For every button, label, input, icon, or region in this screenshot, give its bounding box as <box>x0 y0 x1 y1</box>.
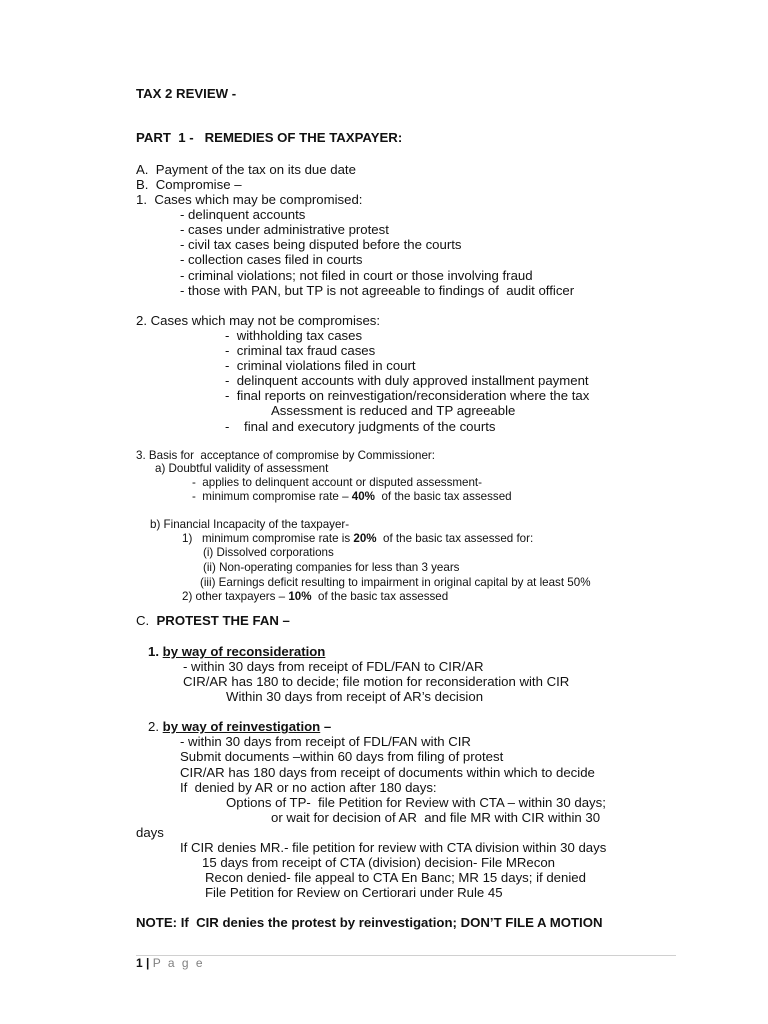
rate-value: 10% <box>288 590 312 603</box>
page-number: 1 <box>136 956 143 970</box>
recon-line: - within 30 days from receipt of FDL/FAN to CIR/AR <box>183 659 484 674</box>
footer-divider <box>136 955 676 956</box>
list-item: - civil tax cases being disputed before the courts <box>180 237 462 252</box>
recon-heading: 1. by way of reconsideration <box>148 644 326 659</box>
recon-line: Within 30 days from receipt of AR’s decision <box>226 689 484 704</box>
section3-heading: 3. Basis for acceptance of compromise by Commissioner: <box>136 449 435 462</box>
list-item: - criminal tax fraud cases <box>225 343 376 358</box>
list-item: - minimum compromise rate – 40% of the basic tax assessed <box>192 490 512 503</box>
item-a: A. Payment of the tax on its due date <box>136 162 356 177</box>
page-footer: 1 | P a g e <box>136 956 205 970</box>
list-item: 2) other taxpayers – 10% of the basic tax assessed <box>182 590 449 603</box>
list-item: - withholding tax cases <box>225 328 363 343</box>
list-item: - cases under administrative protest <box>180 222 389 237</box>
list-item: (i) Dissolved corporations <box>203 546 334 559</box>
list-item: - final and executory judgments of the courts <box>225 419 496 434</box>
list-item: - delinquent accounts with duly approved installment payment <box>225 373 589 388</box>
basis-a-heading: a) Doubtful validity of assessment <box>155 462 329 475</box>
section1-heading: 1. Cases which may be compromised: <box>136 192 363 207</box>
item-b: B. Compromise – <box>136 177 242 192</box>
protest-heading: C. PROTEST THE FAN – <box>136 613 290 628</box>
list-item: (iii) Earnings deficit resulting to impairment in original capital by at least 50% <box>200 576 591 589</box>
recon-line: CIR/AR has 180 to decide; file motion for reconsideration with CIR <box>183 674 570 689</box>
list-item: Assessment is reduced and TP agreeable <box>271 403 516 418</box>
page-label: P a g e <box>152 956 205 970</box>
section2-heading: 2. Cases which may not be compromises: <box>136 313 381 328</box>
reinv-line: - within 30 days from receipt of FDL/FAN with CIR <box>180 734 471 749</box>
reinv-line: File Petition for Review on Certiorari under Rule 45 <box>205 885 503 900</box>
reinv-line: Options of TP- file Petition for Review with CTA – within 30 days; <box>226 795 606 810</box>
reinv-line: If CIR denies MR.- file petition for review with CTA division within 30 days <box>180 840 607 855</box>
reinv-line: 15 days from receipt of CTA (division) decision- File MRecon <box>202 855 556 870</box>
list-item: - collection cases filed in courts <box>180 252 363 267</box>
list-item: - criminal violations; not filed in court or those involving fraud <box>180 268 533 283</box>
reinv-line: Recon denied- file appeal to CTA En Banc; MR 15 days; if denied <box>205 870 586 885</box>
list-item: - final reports on reinvestigation/reconsideration where the tax <box>225 388 590 403</box>
reinv-line: If denied by AR or no action after 180 days: <box>180 780 437 795</box>
reinv-line: CIR/AR has 180 days from receipt of documents within which to decide <box>180 765 595 780</box>
list-item: - applies to delinquent account or disputed assessment- <box>192 476 483 489</box>
list-item: 1) minimum compromise rate is 20% of the basic tax assessed for: <box>182 532 534 545</box>
part1-heading: PART 1 - REMEDIES OF THE TAXPAYER: <box>136 130 403 145</box>
document-title: TAX 2 REVIEW - <box>136 86 237 101</box>
list-item: - delinquent accounts <box>180 207 306 222</box>
reinv-heading: 2. by way of reinvestigation – <box>148 719 332 734</box>
reinv-line: or wait for decision of AR and file MR with CIR within 30 <box>271 810 601 825</box>
note: NOTE: If CIR denies the protest by reinvestigation; DON’T FILE A MOTION <box>136 915 603 930</box>
reinv-line: Submit documents –within 60 days from filing of protest <box>180 749 504 764</box>
rate-value: 40% <box>351 490 375 503</box>
list-item: - those with PAN, but TP is not agreeable to findings of audit officer <box>180 283 575 298</box>
basis-b-heading: b) Financial Incapacity of the taxpayer- <box>150 518 350 531</box>
list-item: - criminal violations filed in court <box>225 358 416 373</box>
reinv-line: days <box>136 825 164 840</box>
rate-value: 20% <box>353 532 377 545</box>
list-item: (ii) Non-operating companies for less than 3 years <box>203 561 460 574</box>
